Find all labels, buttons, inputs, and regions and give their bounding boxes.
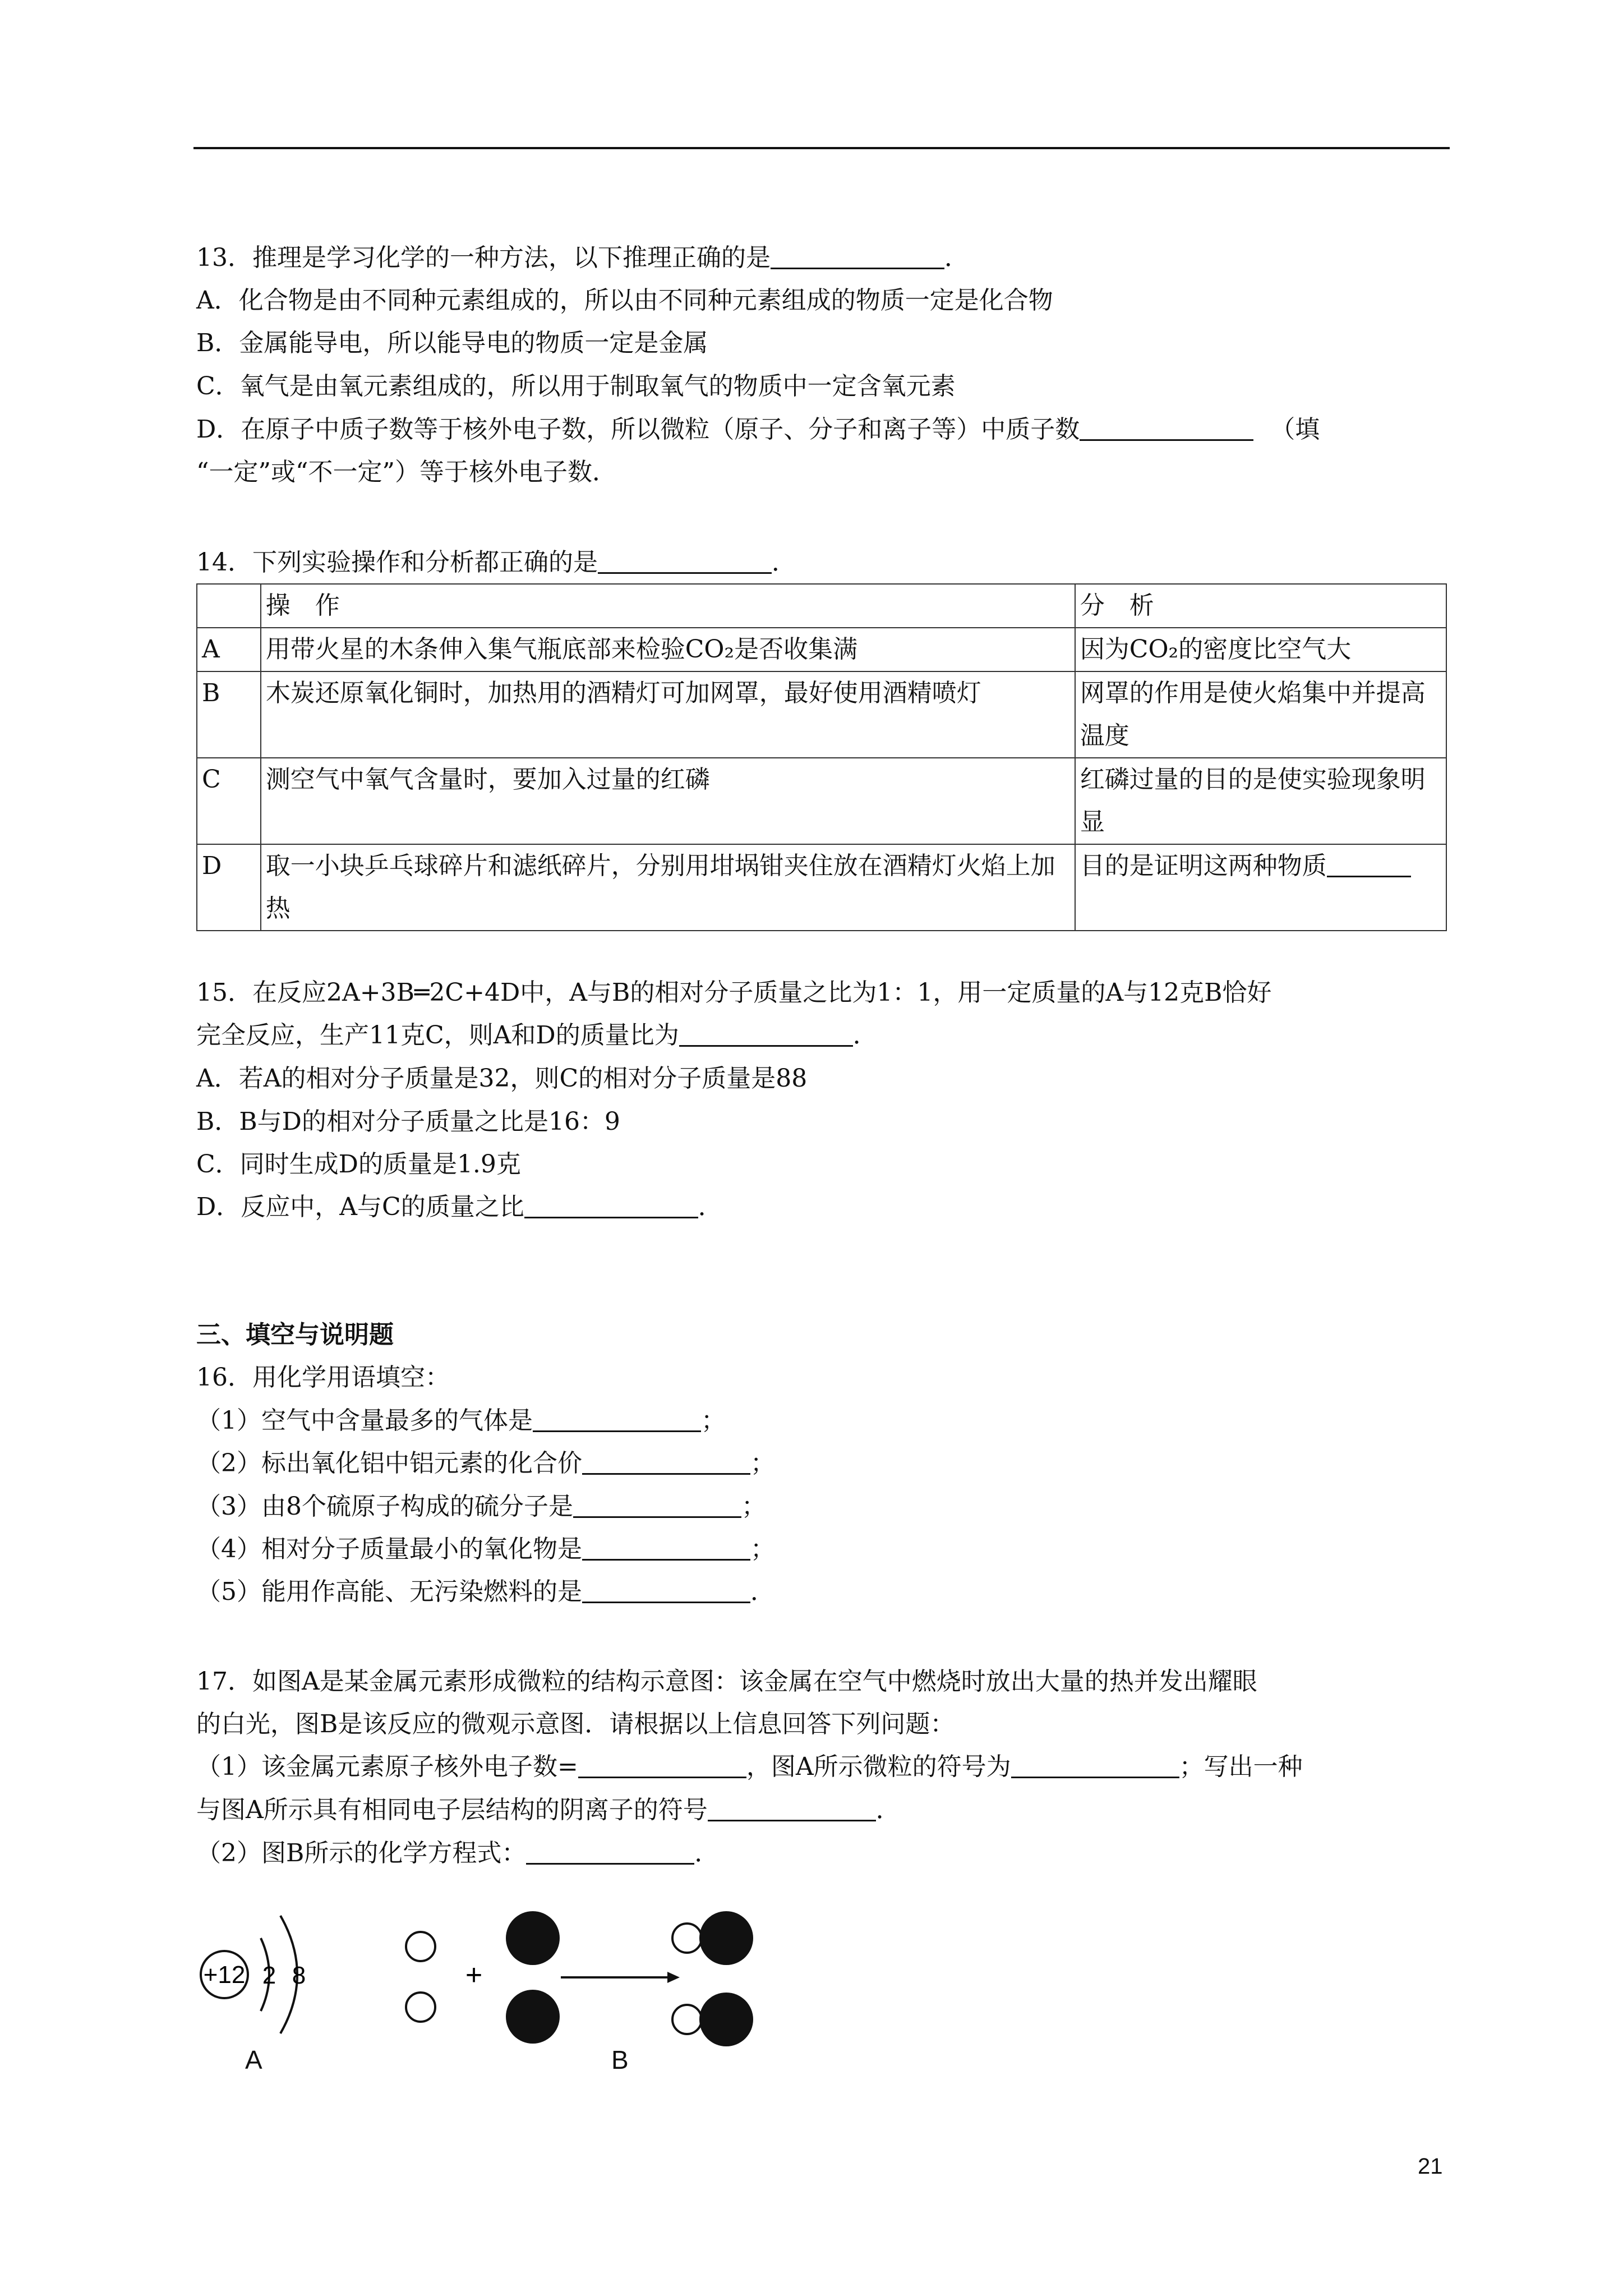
- row-analysis: 网罩的作用是使火焰集中并提高温度: [1075, 671, 1446, 758]
- table-header-cell: [197, 584, 261, 628]
- q16-blank-1[interactable]: [533, 1406, 701, 1432]
- table-header-row: [197, 584, 1446, 628]
- shell-1-electrons: 2: [262, 1962, 276, 1989]
- table-row: [197, 758, 1446, 844]
- table-row: [197, 628, 1446, 671]
- product-large-atom: [699, 1993, 753, 2046]
- q14-answer-blank[interactable]: [598, 547, 772, 574]
- q13-option-c: C．氧气是由氧元素组成的，所以用于制取氧气的物质中一定含氧元素: [196, 372, 956, 401]
- q13-option-a: A．化合物是由不同种元素组成的，所以由不同种元素组成的物质一定是化合物: [196, 286, 1053, 315]
- q16-item-4: （4）相对分子质量最小的氧化物是 ；: [196, 1535, 775, 1563]
- arrow-head-icon: [667, 1972, 680, 1983]
- row-analysis: 目的是证明这两种物质: [1075, 844, 1446, 931]
- small-atom-circle: [406, 1932, 435, 1961]
- product-small-atom: [672, 2005, 702, 2034]
- row-operation: 木炭还原氧化铜时，加热用的酒精灯可加网罩，最好使用酒精喷灯: [261, 671, 1075, 758]
- q17-stem-cont: 的白光，图B是该反应的微观示意图．请根据以上信息回答下列问题：: [196, 1710, 955, 1738]
- q14-d-blank[interactable]: [1327, 851, 1411, 877]
- q15-option-c: C．同时生成D的质量是1.9克: [196, 1150, 521, 1179]
- table-header-cell: 分 析: [1075, 584, 1446, 628]
- q15-option-d: D．反应中，A与C的质量之比 ．: [196, 1193, 723, 1221]
- q17-part-2: （2）图B所示的化学方程式： ．: [196, 1839, 720, 1867]
- plus-sign: +: [465, 1959, 483, 1991]
- q15-stem: 15．在反应2A+3B═2C+4D中，A与B的相对分子质量之比为1：1，用一定质量的A与12克B恰好: [196, 978, 1272, 1007]
- q13-option-b: B．金属能导电，所以能导电的物质一定是金属: [196, 329, 708, 357]
- row-id: D: [197, 844, 261, 931]
- q13-option-d: D．在原子中质子数等于核外电子数，所以微粒（原子、分子和离子等）中质子数 （填: [196, 415, 1320, 444]
- q16-item-3: （3）由8个硫原子构成的硫分子是 ；: [196, 1492, 766, 1521]
- q14-table: [196, 583, 1447, 931]
- product-small-atom: [672, 1924, 702, 1953]
- q15-stem-cont: 完全反应，生产11克C，则A和D的质量比为 ．: [196, 1021, 878, 1050]
- q16-blank-3[interactable]: [573, 1492, 741, 1518]
- q15-d-blank[interactable]: [524, 1192, 698, 1218]
- q16-stem: 16．用化学用语填空：: [196, 1363, 450, 1392]
- product-large-atom: [699, 1911, 753, 1965]
- q15-answer-blank[interactable]: [679, 1020, 853, 1047]
- row-operation: 用带火星的木条伸入集气瓶底部来检验CO₂是否收集满: [261, 628, 1075, 671]
- row-id: A: [197, 628, 261, 671]
- nucleus-charge: +12: [203, 1961, 246, 1989]
- table-row: [197, 671, 1446, 758]
- page-number: 21: [1418, 2154, 1443, 2179]
- atom-structure-diagram: [201, 1916, 306, 2033]
- figure-label-a: A: [245, 2045, 262, 2074]
- reaction-diagram: [406, 1911, 753, 2046]
- q16-item-1: （1）空气中含量最多的气体是 ；: [196, 1406, 726, 1435]
- q16-blank-5[interactable]: [582, 1577, 750, 1603]
- q17-part-1: （1）该金属元素原子核外电子数= ，图A所示微粒的符号为 ；写出一种: [196, 1752, 1303, 1781]
- row-operation: 取一小块乒乓球碎片和滤纸碎片，分别用坩埚钳夹住放在酒精灯火焰上加热: [261, 844, 1075, 931]
- large-atom-circle: [506, 1990, 560, 2044]
- q13-d-blank[interactable]: [1080, 415, 1253, 441]
- figure-label-b: B: [611, 2045, 629, 2074]
- q17-blank-anion[interactable]: [708, 1795, 876, 1821]
- row-operation: 测空气中氧气含量时，要加入过量的红磷: [261, 758, 1075, 844]
- row-id: B: [197, 671, 261, 758]
- small-atom-circle: [406, 1993, 435, 2022]
- row-analysis: 红磷过量的目的是使实验现象明显: [1075, 758, 1446, 844]
- q16-blank-4[interactable]: [582, 1534, 750, 1561]
- header-rule: [193, 147, 1450, 149]
- q17-blank-electrons[interactable]: [578, 1752, 746, 1778]
- q16-blank-2[interactable]: [582, 1448, 750, 1475]
- q16-item-5: （5）能用作高能、无污染燃料的是 ．: [196, 1577, 775, 1606]
- q17-figure: [179, 1885, 796, 2087]
- section-title: 三、填空与说明题: [196, 1320, 394, 1349]
- q13-answer-blank[interactable]: [771, 243, 944, 269]
- q17-blank-symbol[interactable]: [1011, 1752, 1179, 1778]
- table-row: [197, 844, 1446, 931]
- q15-option-b: B．B与D的相对分子质量之比是16：9: [196, 1107, 620, 1136]
- q17-blank-equation[interactable]: [526, 1838, 694, 1865]
- q13-option-d-cont: “一定”或“不一定”）等于核外电子数．: [196, 458, 617, 486]
- q15-option-a: A．若A的相对分子质量是32，则C的相对分子质量是88: [196, 1064, 808, 1093]
- table-header-cell: 操 作: [261, 584, 1075, 628]
- q14-stem: 14．下列实验操作和分析都正确的是 ．: [196, 548, 796, 577]
- row-id: C: [197, 758, 261, 844]
- large-atom-circle: [506, 1911, 560, 1965]
- shell-2-electrons: 8: [292, 1962, 306, 1989]
- q13-stem: 13．推理是学习化学的一种方法，以下推理正确的是 ．: [196, 243, 969, 272]
- q17-part-1-cont: 与图A所示具有相同电子层结构的阴离子的符号 ．: [196, 1796, 901, 1824]
- q17-stem: 17．如图A是某金属元素形成微粒的结构示意图：该金属在空气中燃烧时放出大量的热并发出耀眼: [196, 1667, 1257, 1696]
- q16-item-2: （2）标出氧化铝中铝元素的化合价 ；: [196, 1449, 775, 1478]
- row-analysis: 因为CO₂的密度比空气大: [1075, 628, 1446, 671]
